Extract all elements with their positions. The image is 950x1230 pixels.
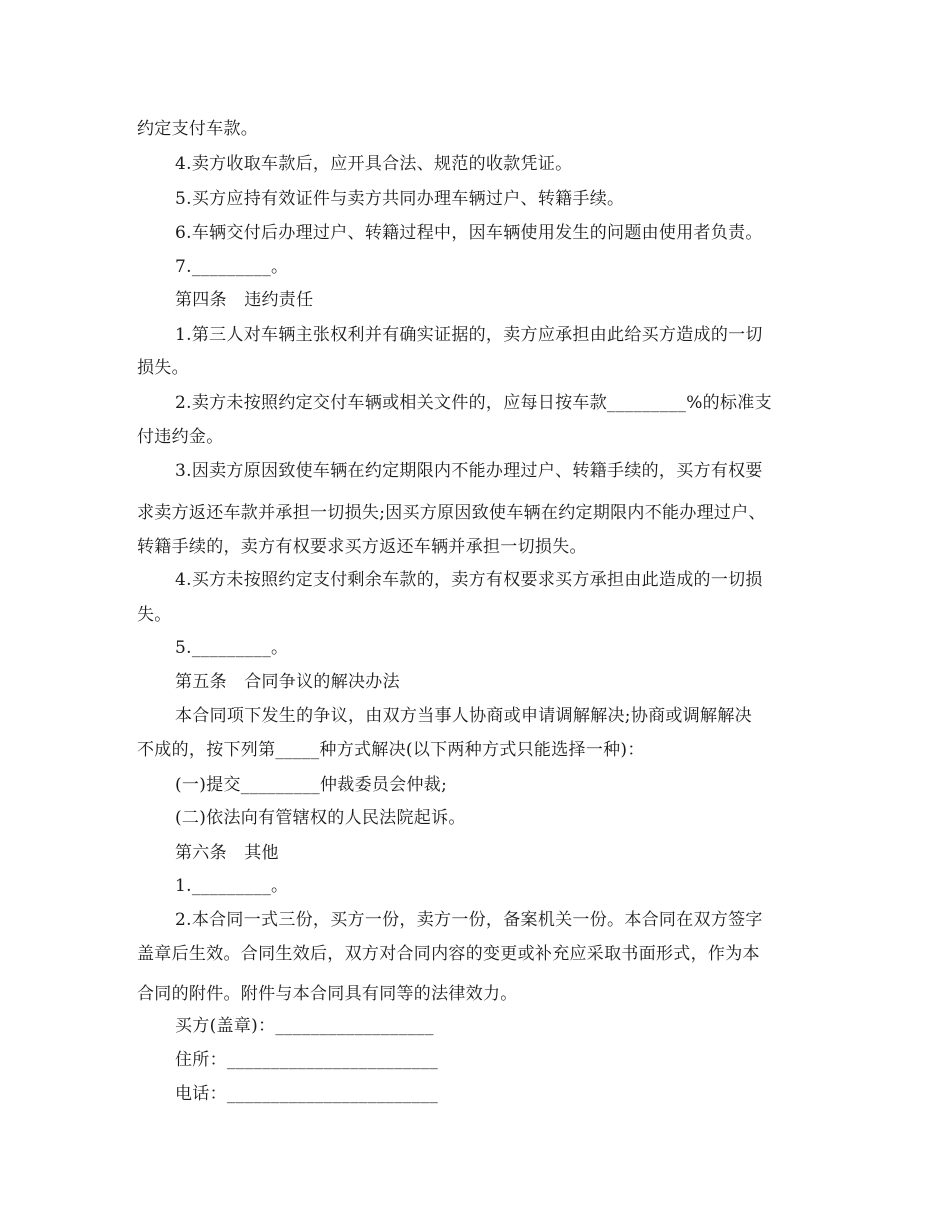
text-line-26 <box>137 983 518 1005</box>
line-text: 求卖方返还车款并承担一切损失;因买方原因致使车辆在约定期限内不能办理过户、 <box>137 503 766 523</box>
line-text: 2.本合同一式三份，买方一份，卖方一份，备案机关一份。本合同在双方签字 <box>175 910 763 930</box>
line-text: 电话：________________________ <box>175 1084 439 1104</box>
section-heading-article-6 <box>175 842 279 864</box>
line-text: 1.第三人对车辆主张权利并有确实证据的，卖方应承担由此给买方造成的一切 <box>175 325 763 345</box>
line-text: 5.买方应持有效证件与卖方共同办理车辆过户、转籍手续。 <box>175 189 625 209</box>
text-line-20 <box>175 774 447 796</box>
line-text: 失。 <box>137 605 172 625</box>
text-line-25 <box>137 943 760 965</box>
text-line-1 <box>137 118 258 140</box>
line-text: 6.车辆交付后办理过户、转籍过程中，因车辆使用发生的问题由使用者负责。 <box>175 223 763 243</box>
signature-address <box>175 1049 438 1071</box>
line-text: 不成的，按下列第_____种方式解决(以下两种方式只能选择一种)： <box>137 740 645 760</box>
section-heading-article-5 <box>175 671 400 693</box>
signature-phone <box>175 1083 438 1105</box>
line-text: 买方(盖章)：__________________ <box>175 1016 434 1036</box>
line-text: 住所：________________________ <box>175 1050 439 1070</box>
text-line-7 <box>175 324 763 346</box>
line-text: 约定支付车款。 <box>137 119 259 139</box>
text-line-24 <box>175 909 763 931</box>
line-text: 2.卖方未按照约定交付车辆或相关文件的，应每日按车款_________%的标准支 <box>175 393 772 413</box>
text-line-16 <box>175 637 288 659</box>
text-line-23 <box>175 875 288 897</box>
line-text: 第五条 合同争议的解决办法 <box>175 672 400 692</box>
text-line-19 <box>137 739 645 761</box>
line-text: (一)提交_________仲裁委员会仲裁; <box>175 775 448 795</box>
text-line-21 <box>175 807 466 829</box>
text-line-15 <box>137 604 172 626</box>
line-text: 损失。 <box>137 358 189 378</box>
signature-buyer-seal <box>175 1015 434 1037</box>
line-text: 转籍手续的，卖方有权要求买方返还车辆并承担一切损失。 <box>137 537 587 557</box>
line-text: 7._________。 <box>175 257 289 277</box>
text-line-2 <box>175 153 572 175</box>
line-text: 4.买方未按照约定支付剩余车款的，卖方有权要求买方承担由此造成的一切损 <box>175 570 763 590</box>
text-line-5 <box>175 256 288 278</box>
line-text: 第四条 违约责任 <box>175 290 314 310</box>
text-line-12 <box>137 502 766 524</box>
line-text: 盖章后生效。合同生效后，双方对合同内容的变更或补充应采取书面形式，作为本 <box>137 944 760 964</box>
line-text: 合同的附件。附件与本合同具有同等的法律效力。 <box>137 984 518 1004</box>
line-text: (二)依法向有管辖权的人民法院起诉。 <box>175 808 466 828</box>
line-text: 1._________。 <box>175 876 289 896</box>
text-line-11 <box>175 460 763 482</box>
text-line-9 <box>175 392 772 414</box>
line-text: 本合同项下发生的争议，由双方当事人协商或申请调解解决;协商或调解解决 <box>175 706 752 726</box>
text-line-4 <box>175 222 763 244</box>
text-line-8 <box>137 357 189 379</box>
text-line-18 <box>175 705 752 727</box>
text-line-13 <box>137 536 587 558</box>
section-heading-article-4 <box>175 289 313 311</box>
text-line-14 <box>175 569 763 591</box>
line-text: 3.因卖方原因致使车辆在约定期限内不能办理过户、转籍手续的，买方有权要 <box>175 461 763 481</box>
line-text: 付违约金。 <box>137 427 224 447</box>
text-line-3 <box>175 188 624 210</box>
line-text: 第六条 其他 <box>175 843 279 863</box>
line-text: 5._________。 <box>175 638 289 658</box>
line-text: 4.卖方收取车款后，应开具合法、规范的收款凭证。 <box>175 154 573 174</box>
text-line-10 <box>137 426 224 448</box>
